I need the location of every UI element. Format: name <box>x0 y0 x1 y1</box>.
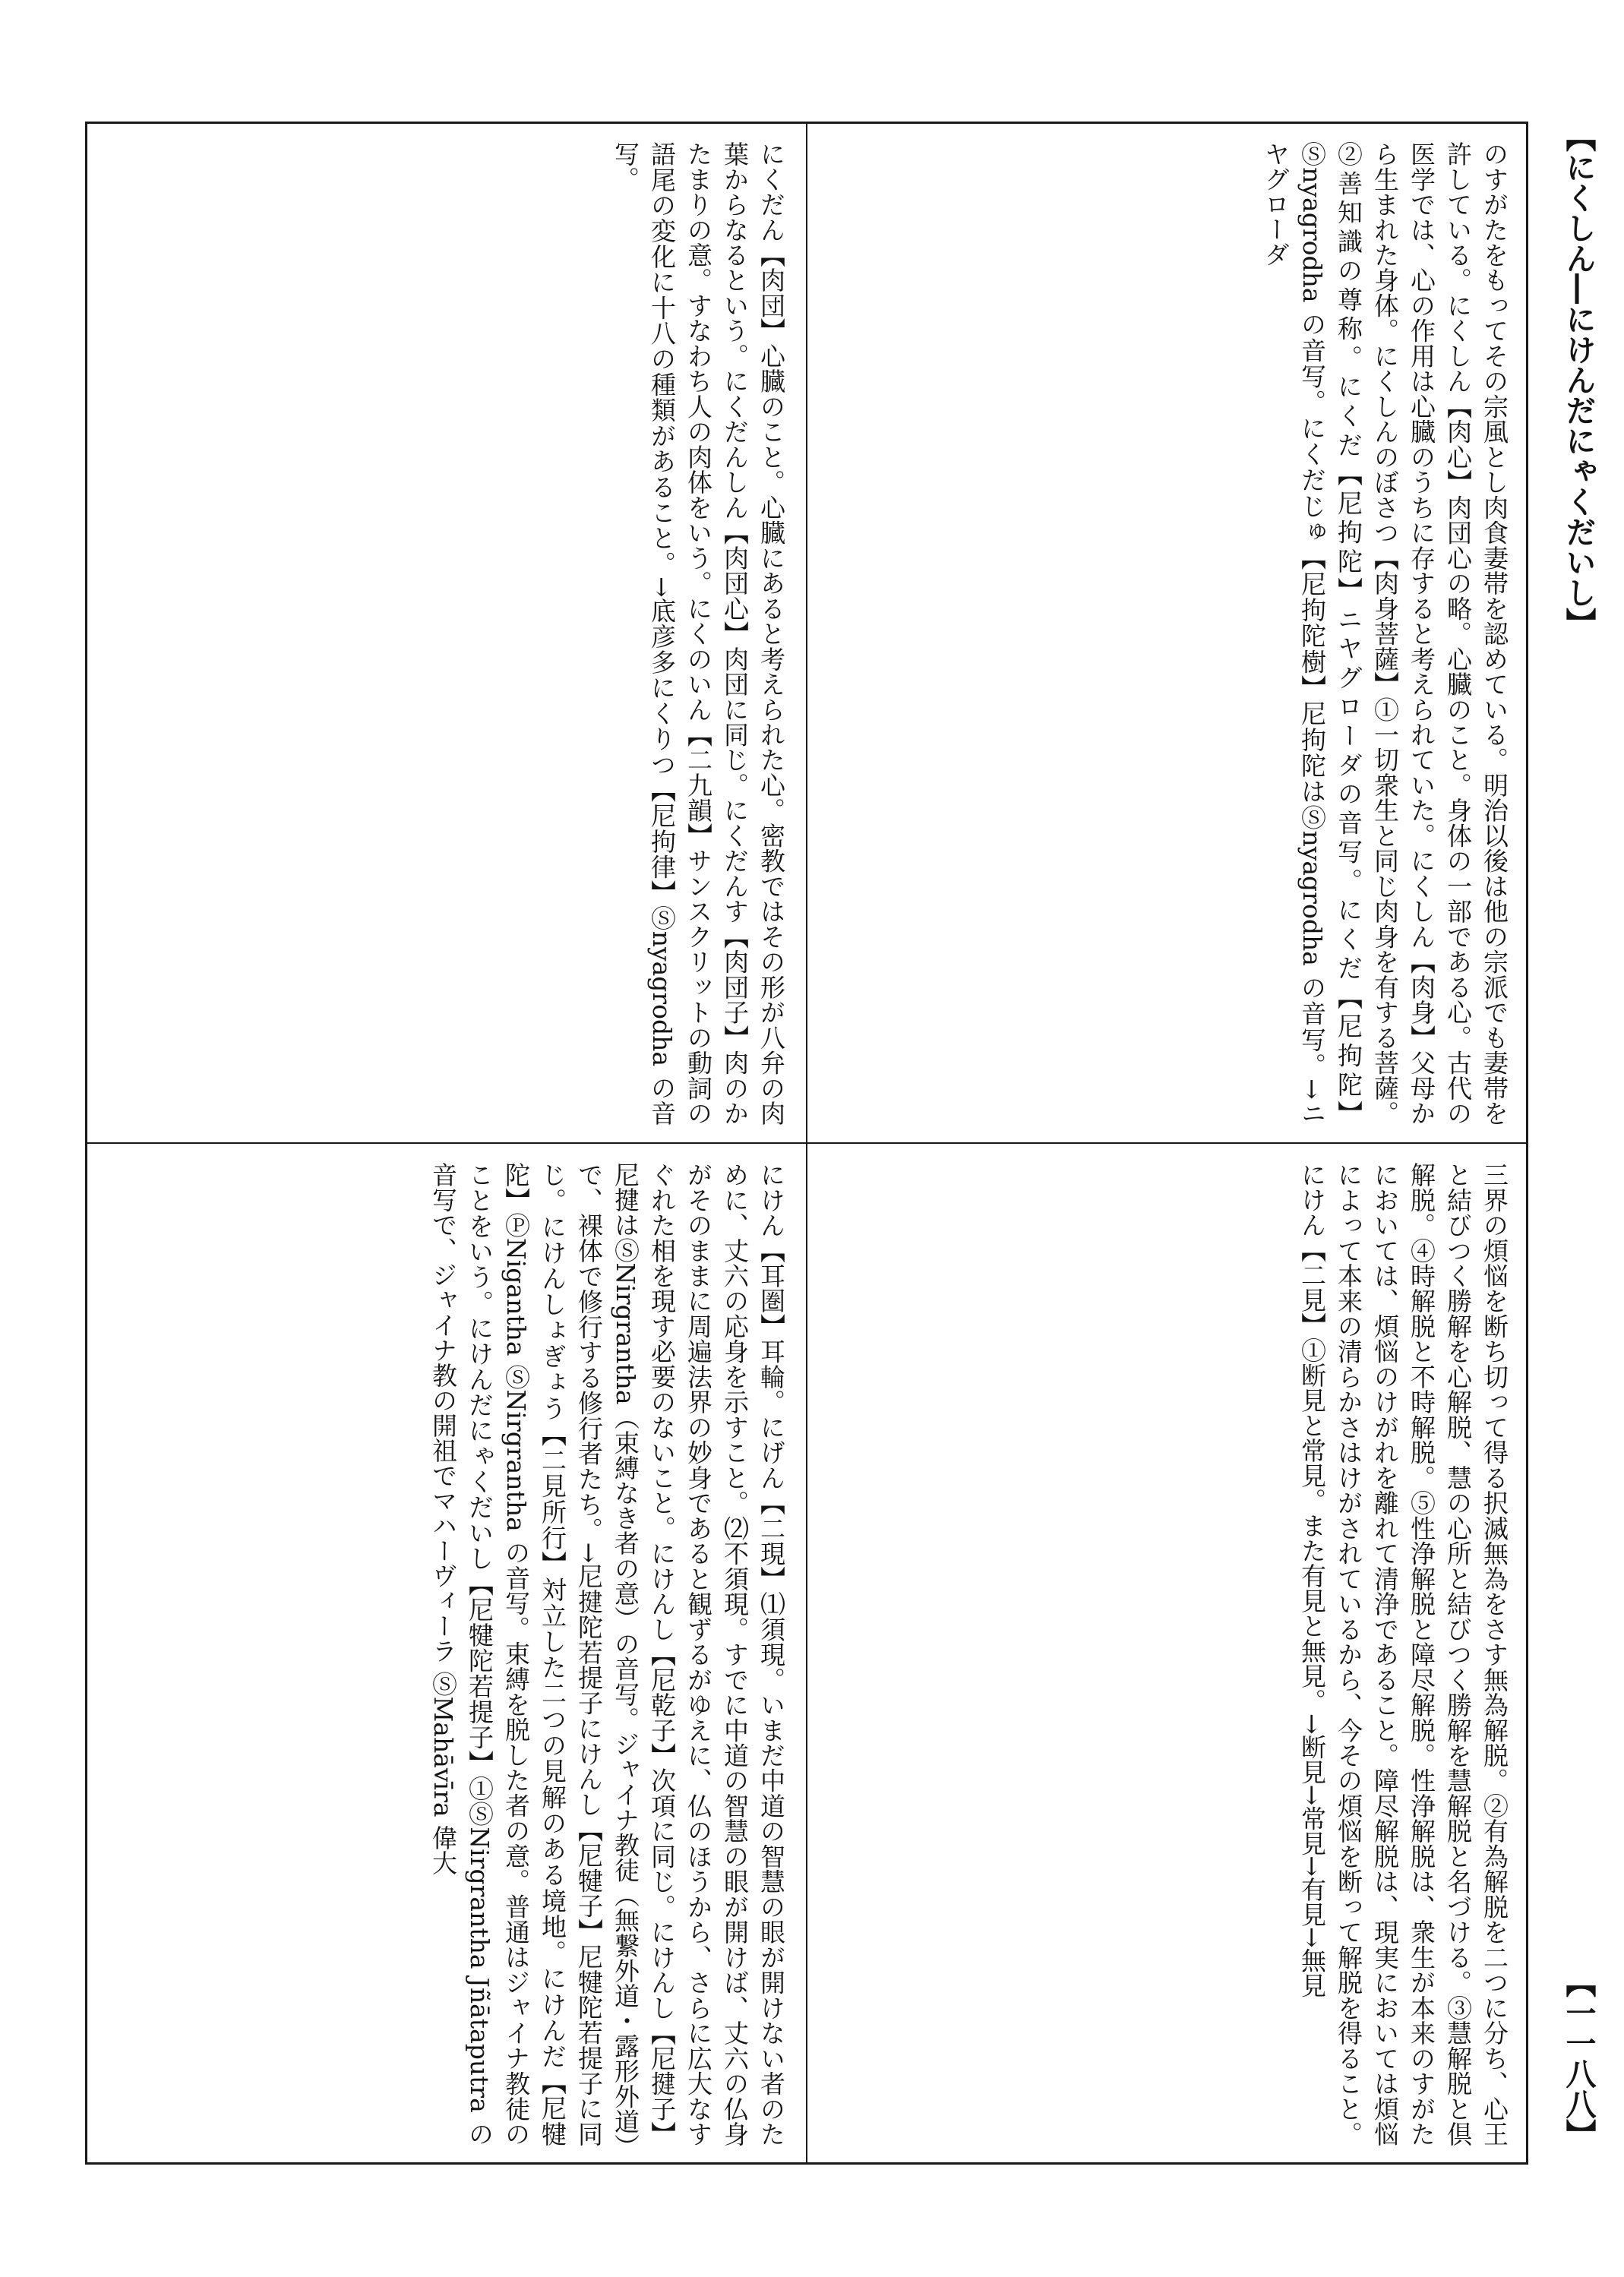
text-block-bottom-left: にけん【耳圏】耳輪。にげん【二現】⑴須現。いまだ中道の智慧の眼が開けない者のために、丈六の応身を示すこと。⑵不須現。すでに中道の智慧の眼が開けば、丈六の仏身がそのままに周遍法界の妙身であると観ずるがゆえに、仏のほうから、さらに広大なすぐれた相を現す必要のないこと。にけんし【尼乾子】次項に同じ。にけんし【尼揵子】尼揵はⓈNirgrantha（束縛なき者の意）の音写。ジャイナ教徒（無繋外道・露形外道）で、裸体で修行する修行者たち。→尼揵陀若提子にけんし【尼犍子】尼犍陀若提子に同じ。にけんしょぎょう【二見所行】対立した二つの見解のある境地。にけんだ【尼犍陀】ⓅNigantha ⓈNirgrantha の音写。束縛を脱した者の意。普通はジャイナ教徒のことをいう。にけんだにゃくだいし【尼犍陀若提子】①ⓈNirgrantha Jñātaputra の音写で、ジャイナ教の開祖でマハーヴィーラ ⓈMahāvīra 偉大 <box>428 1162 786 2146</box>
page-number: 【一一八八】 <box>1561 1967 1596 2149</box>
lower-column-divider <box>806 1142 807 2165</box>
upper-column-divider <box>806 122 807 1142</box>
running-header: 【にくしん―にけんだにゃくだいし】 <box>1561 122 1596 638</box>
text-block-top-left: にくだん【肉団】心臓のこと。心臓にあると考えられた心。密教ではその形が八弁の肉葉からなるという。にくだんしん【肉団心】肉団に同じ。にくだんす【肉団子】肉のかたまりの意。すなわち人の肉体をいう。にくのいん【二九韻】サンスクリットの動詞の語尾の変化に十八の種類があること。→底彦多にくりつ【尼拘律】Ⓢnyagrodha の音写。 <box>611 141 786 1126</box>
text-block-bottom-right: 三界の煩悩を断ち切って得る択滅無為をさす無為解脱。②有為解脱を二つに分ち、心王と結びつく勝解を心解脱、慧の心所と結びつく勝解を慧解脱と名づける。③慧解脱と倶解脱。④時解脱と不時解脱。⑤性浄解脱と障尽解脱。性浄解脱は、衆生が本来のすがたにおいては、煩悩のけがれを離れて清浄であること。障尽解脱は、現実においては煩悩によって本来の清らかさはけがされているから、今その煩悩を断って解脱を得ること。にけん【二見】①断見と常見。また有見と無見。→断見→常見→有見→無見 <box>1297 1162 1509 2146</box>
text-block-top-right: のすがたをもってその宗風とし肉食妻帯を認めている。明治以後は他の宗派でも妻帯を許している。にくしん【肉心】肉団心の略。心臓のこと。身体の一部である心。古代の医学では、心の作用は心臓のうちに存すると考えられていた。にくしん【肉身】父母から生まれた身体。にくしんのぼさつ【肉身菩薩】①一切衆生と同じ肉身を有する菩薩。②善知識の尊称。にくだ【尼拘陀】ニヤグローダの音写。にくだ【尼拘陀】Ⓢnyagrodha の音写。にくだじゅ【尼拘陀樹】尼拘陀はⓈnyagrodha の音写。→ニヤグローダ <box>1261 141 1509 1126</box>
